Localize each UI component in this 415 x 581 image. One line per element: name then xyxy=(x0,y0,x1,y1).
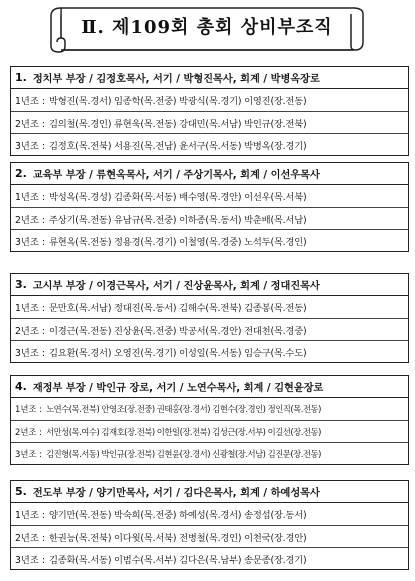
list-item xyxy=(11,318,408,340)
list-item xyxy=(11,340,408,362)
row-members: 노연수(목.전북) 안영조(장.전중) 권태홍(장.경서) 김현수(장.경인) 정인직(목.전동) xyxy=(46,404,321,414)
row-members: 이경근(목.전동) 진상윤(목.전중) 박공서(목.경안) 전대천(목.경중) xyxy=(48,325,307,337)
list-item xyxy=(11,525,408,547)
section-examination xyxy=(10,273,409,363)
row-label: 1년조 : xyxy=(15,192,45,203)
section-education xyxy=(10,162,409,252)
row-members: 박성옥(목.경성) 김종화(목.서동) 배수영(목.경안) 이선우(목.서북) xyxy=(48,192,307,203)
row-label: 1년조 : xyxy=(15,303,45,314)
section-number: 4. xyxy=(15,380,27,393)
section-evangelism xyxy=(10,480,409,570)
row-label: 3년조 : xyxy=(15,448,42,459)
section-header-text: 전도부 부장 / 양기만목사, 서기 / 김다은목사, 회계 / 하예성목사 xyxy=(32,488,320,499)
row-label: 3년조 : xyxy=(15,236,45,248)
row-members: 박형진(목.경서) 임종학(목.전중) 박광식(목.경기) 이영진(장.전동) xyxy=(48,96,307,107)
page-title: Ⅱ. 제109회 총회 상비부조직 xyxy=(81,17,333,38)
list-item xyxy=(11,111,408,133)
list-item xyxy=(11,185,408,207)
row-label: 2년조 : xyxy=(15,325,45,337)
list-item xyxy=(11,229,408,251)
row-label: 1년조 : xyxy=(15,96,45,107)
row-members: 김진형(목.서동) 박인규(장.전북) 김현윤(장.경서) 신광철(장.서남) 김진문(장.전동) xyxy=(46,448,321,459)
row-label: 2년조 : xyxy=(15,118,45,130)
section-header-text: 재정부 부장 / 박인규 장로, 서기 / 노연수목사, 회계 / 김현윤장로 xyxy=(32,383,324,394)
section-header-text: 정치부 부장 / 김정호목사, 서기 / 박형진목사, 회계 / 박병옥장로 xyxy=(32,74,320,85)
list-item xyxy=(11,89,408,111)
row-members: 김정호(목.전북) 서용진(목.전남) 윤서구(목.서동) 박병옥(장.경기) xyxy=(48,140,307,152)
section-header xyxy=(11,376,408,398)
section-header xyxy=(11,67,408,89)
row-members: 류현옥(목.전동) 정용경(목.경기) 이철영(목.경중) 노석두(목.경인) xyxy=(48,236,307,248)
list-item xyxy=(11,398,408,420)
list-item xyxy=(11,420,408,442)
row-members: 양기만(목.전동) 박숙희(목.전중) 하예성(목.경서) 송정섭(장.동서) xyxy=(48,510,307,521)
row-label: 3년조 : xyxy=(15,140,45,152)
title-banner xyxy=(47,4,367,54)
list-item xyxy=(11,207,408,229)
row-members: 문만호(목.서남) 정대진(목.동서) 김해수(목.전북) 김종봉(목.전동) xyxy=(48,303,307,314)
row-members: 김의철(목.경인) 류현욱(목.전동) 강대민(목.서남) 박인규(장.전북) xyxy=(48,118,307,130)
section-politics xyxy=(10,66,409,156)
row-members: 김요환(목.경서) 오영진(목.경기) 이성일(목.서동) 임승구(목.수도) xyxy=(48,347,307,359)
row-label: 3년조 : xyxy=(15,347,45,359)
row-label: 2년조 : xyxy=(15,532,45,544)
section-number: 2. xyxy=(15,167,27,180)
list-item xyxy=(11,442,408,464)
row-label: 2년조 : xyxy=(15,214,45,226)
section-header-text: 교육부 부장 / 류현옥목사, 서기 / 주상기목사, 회계 / 이선우목사 xyxy=(32,170,320,181)
list-item xyxy=(11,503,408,525)
row-label: 3년조 : xyxy=(15,554,45,566)
section-header xyxy=(11,481,408,503)
row-members: 주상기(목.전동) 유남규(목.전중) 이하종(목.동서) 박춘배(목.서남) xyxy=(48,214,307,226)
section-header-text: 고시부 부장 / 이경근목사, 서기 / 진상윤목사, 회계 / 정대진목사 xyxy=(32,281,320,292)
section-number: 3. xyxy=(15,278,27,291)
section-number: 1. xyxy=(15,71,27,84)
row-label: 2년조 : xyxy=(15,426,42,437)
row-members: 한권능(목.전북) 이다윗(목.서북) 전병철(목.경인) 이천국(장.경안) xyxy=(48,532,307,544)
row-members: 김종화(목.서동) 이범수(목.서부) 김다은(목.남부) 송문종(장.경기) xyxy=(48,554,307,566)
section-number: 5. xyxy=(15,485,27,498)
list-item xyxy=(11,296,408,318)
row-label: 1년조 : xyxy=(15,510,45,521)
section-header xyxy=(11,163,408,185)
section-header xyxy=(11,274,408,296)
section-finance xyxy=(10,375,409,465)
row-label: 1년조 : xyxy=(15,404,42,414)
row-members: 서만성(목.여수) 김재호(장.전북) 이한일(장.전북) 김성근(장.서부) 이길선(장.전동) xyxy=(46,426,321,437)
list-item xyxy=(11,547,408,569)
list-item xyxy=(11,133,408,155)
